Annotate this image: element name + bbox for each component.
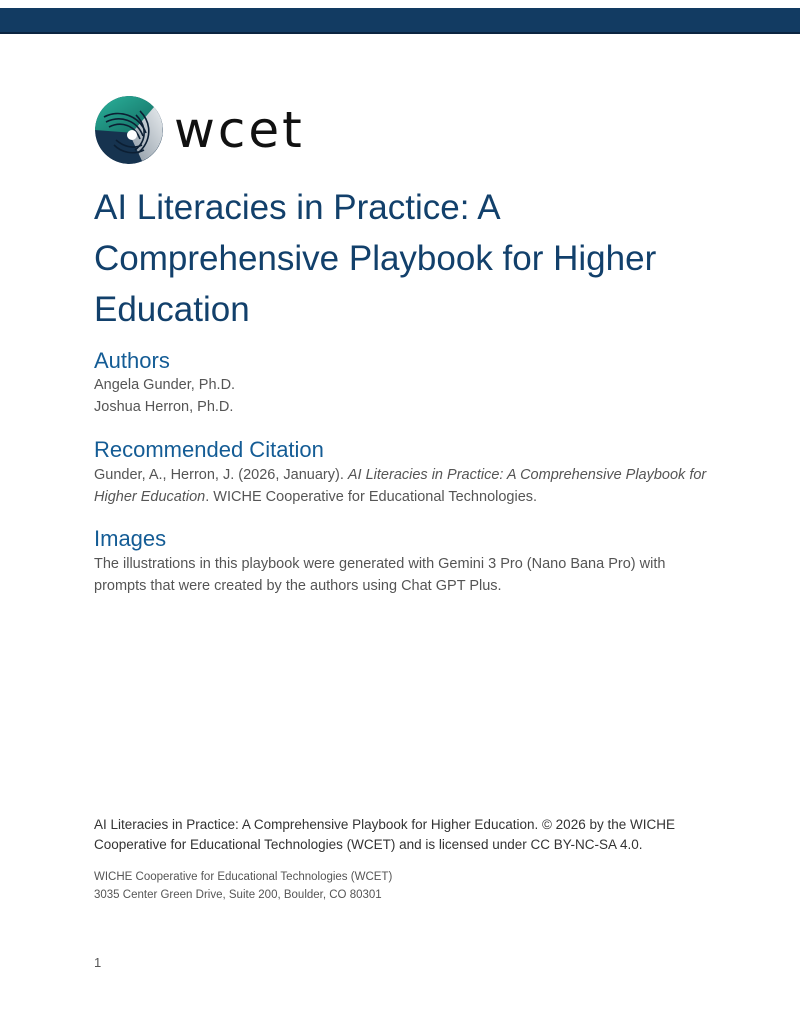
authors-heading: Authors — [94, 348, 170, 373]
organization-address — [94, 868, 392, 904]
citation-prefix: Gunder, A., Herron, J. (2026, January). — [94, 467, 348, 483]
citation-heading: Recommended Citation — [94, 437, 324, 462]
header-bar — [0, 8, 800, 34]
wcet-logo-icon — [94, 95, 164, 165]
logo-wordmark: wcet — [174, 101, 305, 159]
wcet-logo — [94, 95, 305, 165]
images-text: The illustrations in this playbook were generated with Gemini 3 Pro (Nano Bana Pro) with prompts that were created by the authors using Chat GPT Plus. — [94, 556, 666, 594]
author-name: Angela Gunder, Ph.D. — [94, 377, 236, 393]
street-address: 3035 Center Green Drive, Suite 200, Boulder, CO 80301 — [94, 889, 382, 901]
organization-name: WICHE Cooperative for Educational Technologies (WCET) — [94, 871, 393, 883]
author-name: Joshua Herron, Ph.D. — [94, 398, 234, 415]
images-heading: Images — [94, 526, 167, 551]
citation-title: AI Literacies in Practice: A Comprehensive Playbook for Higher Education — [94, 467, 707, 505]
page-number: 1 — [94, 955, 102, 970]
citation-suffix: . WICHE Cooperative for Educational Technologies. — [205, 488, 538, 505]
page-title: AI Literacies in Practice: A Comprehensive Playbook for Higher Education — [94, 188, 657, 329]
license-statement: AI Literacies in Practice: A Comprehensive Playbook for Higher Education. © 2026 by the WICHE Cooperative for Educational Technologies (WCET) and is licensed under CC BY-NC-SA 4.0. — [94, 817, 675, 852]
citation-text — [94, 465, 714, 508]
authors-list — [94, 375, 714, 418]
